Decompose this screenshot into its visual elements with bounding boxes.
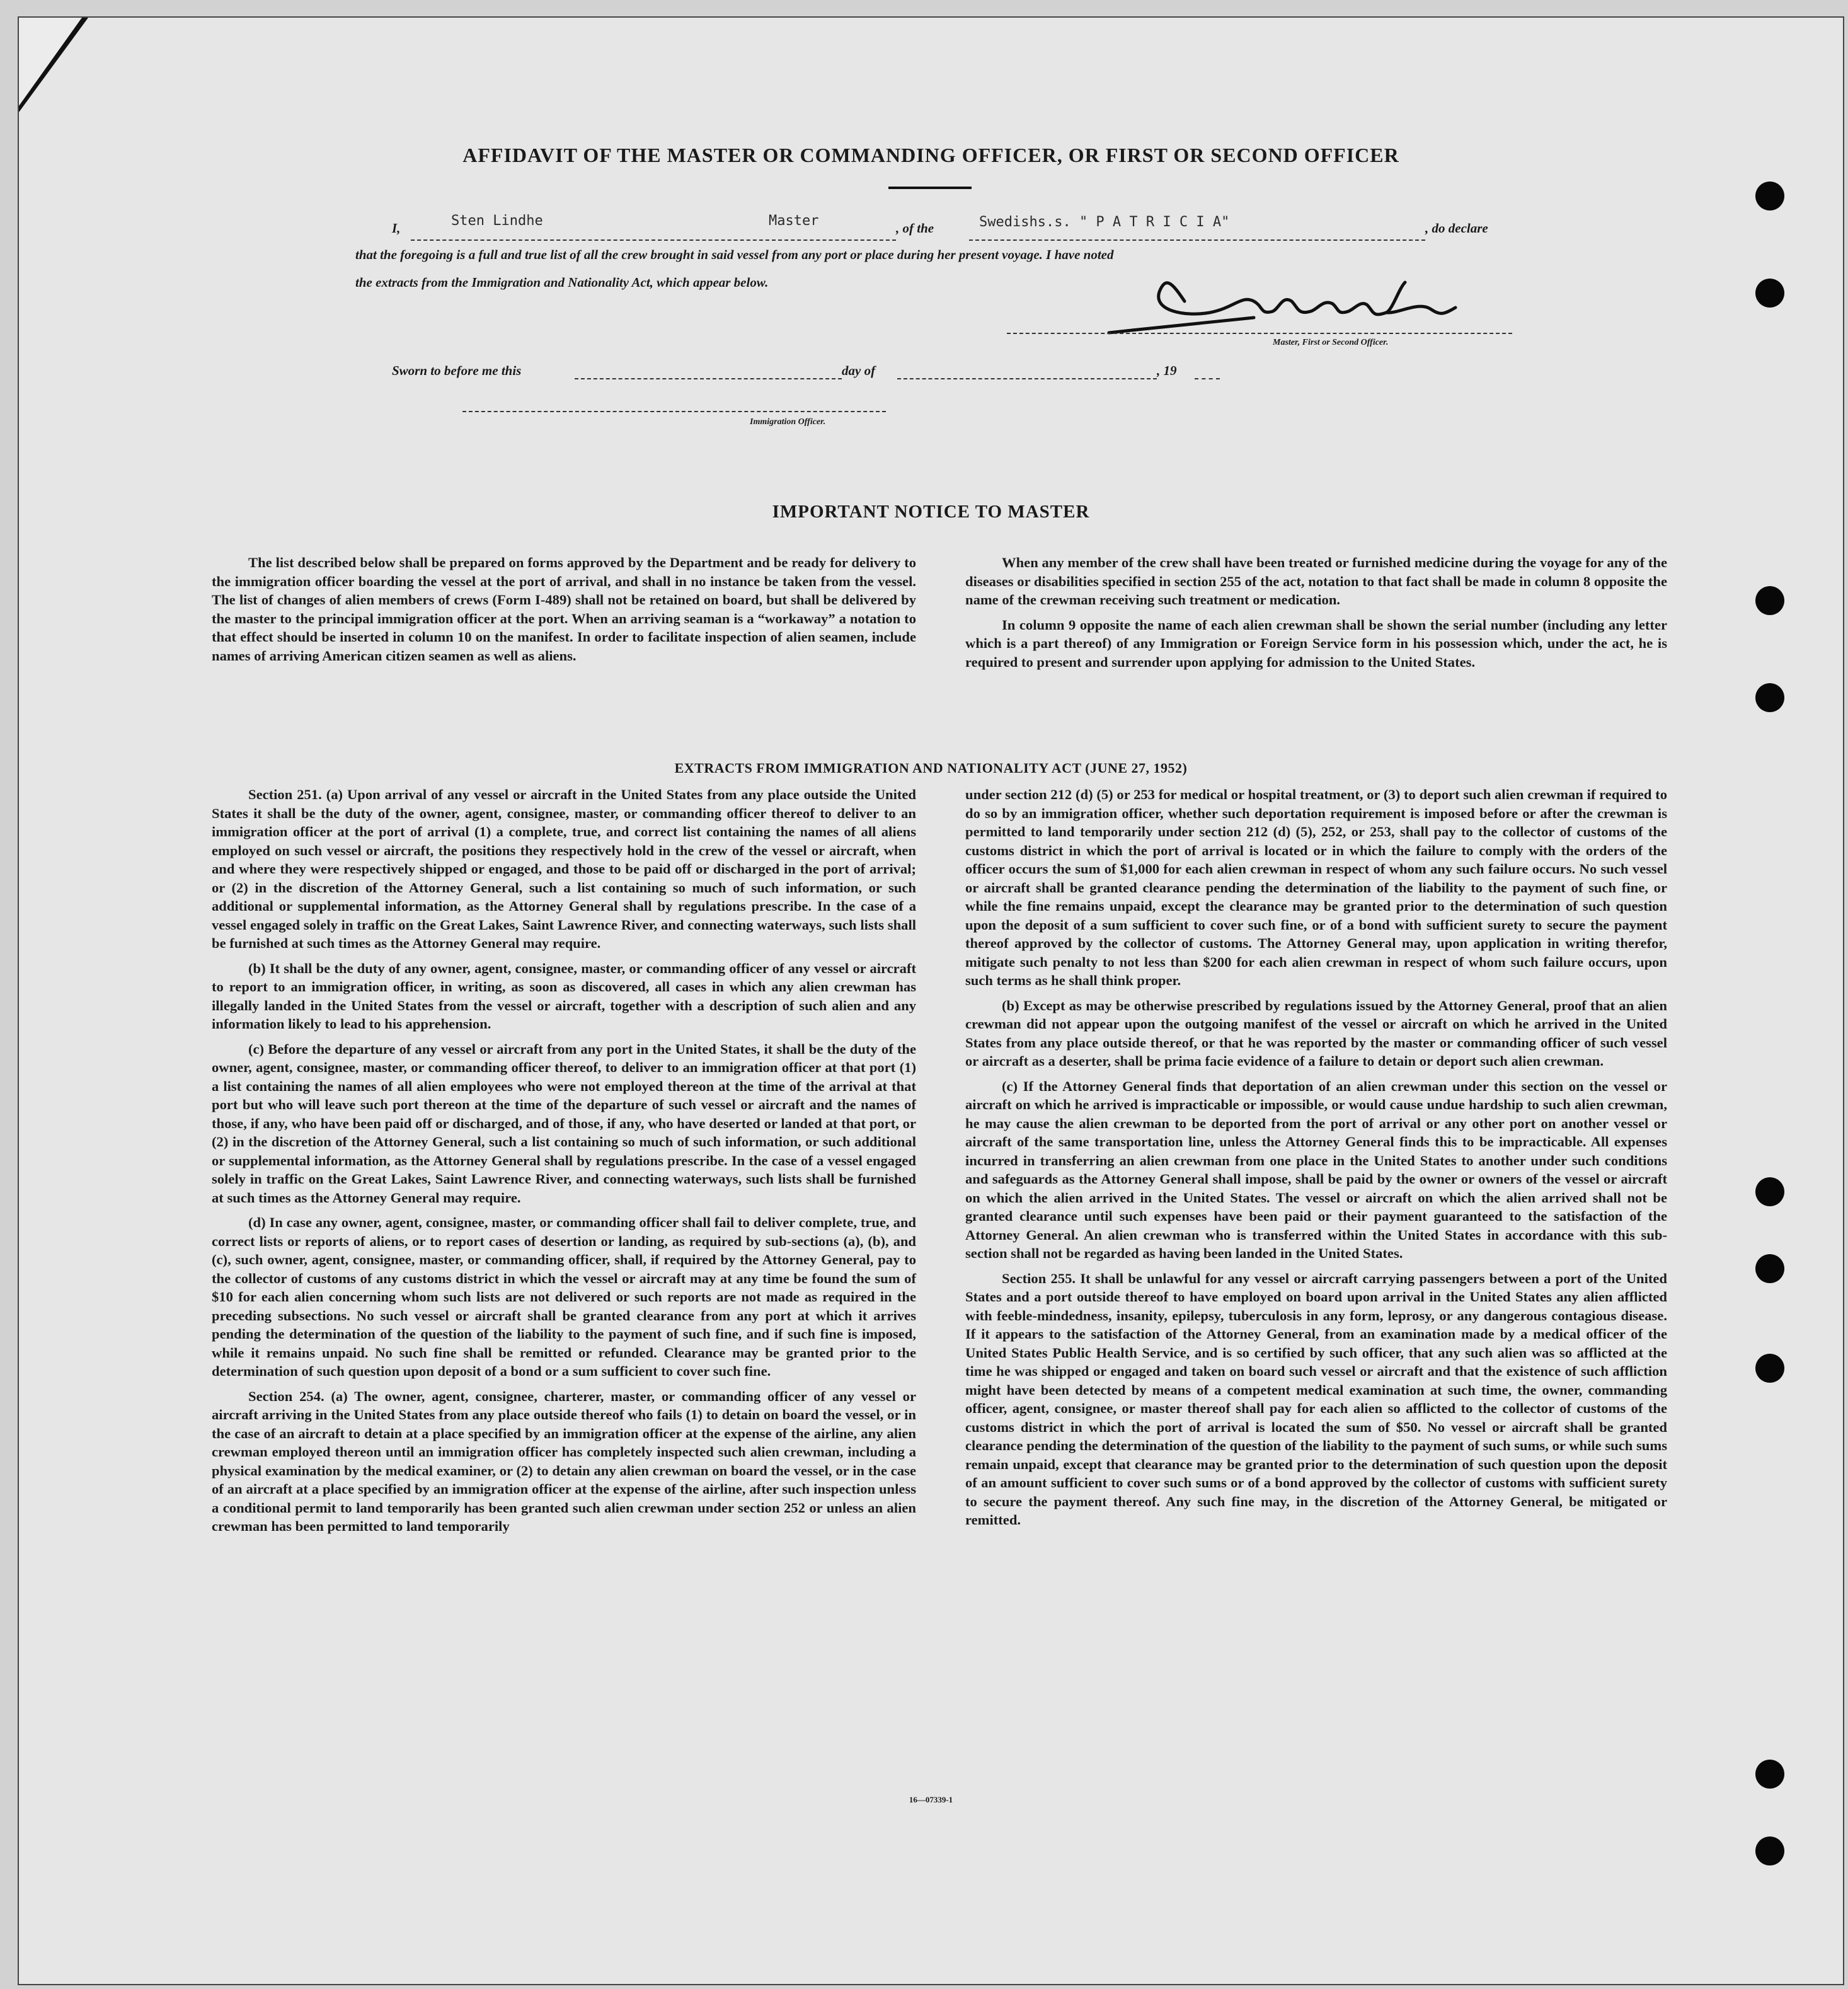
- sworn-day-line: [575, 378, 842, 379]
- extract-paragraph: (b) It shall be the duty of any owner, agent, consignee, master, or commanding officer of any vessel or aircraft to report to an immigration officer, in writing, as soon as discovered, all cases in which any alien crewman has illegally landed in the United States from the vessel or aircraft, together with a description of such alien and any information likely to lead to his apprehension.: [212, 960, 916, 1032]
- extract-paragraph: (c) If the Attorney General finds that deportation of an alien crewman under this section on the vessel or aircraft on which he arrived is impracticable or impossible, or would cause undue hardship to such alien crewman, he may cause the alien crewman to be deported from the port of arrival or any other port on another vessel or aircraft of the same transportation line, unless the Attorney General finds this to be impracticable. All expenses incurred in transferring an alien crewman from one place in the United States to another under such conditions and safeguards as the Attorney General shall impose, shall be paid by the owner or owners of the vessel or aircraft on which the alien arrived in the United States. The vessel or aircraft on which the alien arrived shall not be granted clearance until such expenses have been paid or their payment guaranteed to the satisfaction of the Attorney General. An alien crewman who is transferred within the United States in accordance with this sub-section shall not be regarded as having been landed in the United States.: [965, 1078, 1667, 1261]
- binder-hole: [1755, 1177, 1784, 1206]
- extracts-right-column: [965, 785, 1667, 1536]
- binder-hole: [1755, 279, 1784, 308]
- binder-hole: [1755, 586, 1784, 615]
- notice-title: IMPORTANT NOTICE TO MASTER: [772, 502, 1090, 522]
- name-line: [411, 239, 896, 241]
- extract-paragraph: Section 254. (a) The owner, agent, consignee, charterer, master, or commanding officer of any vessel or aircraft arriving in the United States from any place outside thereof who fails (1) to detain on board the vessel, or in the case of an aircraft to detain at a place specified by an immigration officer at the expense of the airline, any alien crewman employed thereon until an immigration officer has completely inspected such alien crewman, including a physical examination by the medical examiner, or (2) to detain any alien crewman on board the vessel, or in the case of an aircraft at a place specified by an immigration officer at the expense of the airline, after such inspection unless a conditional permit to land temporarily has been granted such alien crewman under section 252 or unless an alien crewman has been permitted to land temporarily: [212, 1388, 916, 1534]
- notice-left-paragraph: The list described below shall be prepared on forms approved by the Department and be ready for delivery to the immigration officer boarding the vessel at the port of arrival, and shall in no instance be taken from the vessel. The list of changes of alien members of crews (Form I-489) shall not be retained on board, but shall be delivered by the master to the principal immigration officer at the port. When an arriving seaman is a “workaway” a notation to that effect should be inserted in column 10 on the manifest. In order to facilitate inspection of alien seamen, include names of arriving American citizen seamen as well as aliens.: [212, 555, 916, 664]
- form-number: 16—07339-1: [909, 1795, 953, 1804]
- extract-paragraph: (b) Except as may be otherwise prescribed by regulations issued by the Attorney General, proof that an alien crewman did not appear upon the outgoing manifest of the vessel or aircraft on which he arrived in the United States from any place outside thereof, or that he was reported by the master or commanding officer of such vessel or aircraft as a deserter, shall be prima facie evidence of a failure to detain or deport such alien crewman.: [965, 997, 1667, 1069]
- affidavit-line-2: that the foregoing is a full and true list of all the crew brought in said vessel from any port or place during her present voyage. I have noted: [355, 247, 1114, 262]
- binder-hole: [1755, 1354, 1784, 1383]
- title-rule: [888, 187, 972, 189]
- extract-paragraph: Section 251. (a) Upon arrival of any vessel or aircraft in the United States from any place outside the United States it shall be the duty of the owner, agent, consignee, master, or commanding officer thereof to deliver to an immigration officer at the port of arrival (1) a complete, true, and correct list containing the names of all aliens employed on such vessel or aircraft, the positions they respectively hold in the crew of the vessel or aircraft, when and where they were respectively shipped or engaged, and those to be paid off or discharged in the port of arrival; or (2) in the discretion of the Attorney General, such a list containing so much of such information, or such additional or supplemental information, as the Attorney General shall by regulations prescribe. In the case of a vessel engaged solely in traffic on the Great Lakes, Saint Lawrence River, and connecting waterways, such lists shall be furnished at such times as the Attorney General may require.: [212, 787, 916, 951]
- extract-paragraph: Section 255. It shall be unlawful for any vessel or aircraft carrying passengers between a port of the United States and a port outside thereof to have employed on board upon arrival in the United States any alien afflicted with feeble-mindedness, insanity, epilepsy, tuberculosis in any form, leprosy, or any dangerous contagious disease. If it appears to the satisfaction of the Attorney General, from an examination made by a medical officer of the United States Public Health Service, and is so certified by such officer, that any such alien was so afflicted at the time he was shipped or engaged and taken on board such vessel or aircraft and that the existence of such affliction might have been detected by means of a competent medical examination at such time, the owner, commanding officer, agent, consignee, or master thereof shall pay for each alien so afflicted to the collector of customs of the customs district in which the port of arrival is located the sum of $50. No vessel or aircraft shall be granted clearance pending the determination of the question of the liability to the payment of such sums, or while such sums remain unpaid, except that clearance may be granted prior to the determination of such question upon the deposit of an amount sufficient to cover such sums or of a bond approved by the collector of customs with sufficient surety to secure the payment thereof. Any such fine may, in the discretion of the Attorney General, be mitigated or remitted.: [965, 1270, 1667, 1528]
- binder-hole: [1755, 182, 1784, 210]
- binder-hole: [1755, 683, 1784, 712]
- of-the-label: , of the: [896, 221, 934, 236]
- officer-caption: Immigration Officer.: [750, 417, 826, 427]
- month-line: [897, 378, 1157, 379]
- extract-paragraph: (c) Before the departure of any vessel or aircraft from any port in the United States, it shall be the duty of the owner, agent, consignee, master, or commanding officer thereof, to deliver to an immigration officer at that port (1) a list containing the names of all alien employees who were not employed thereon at the time of the arrival at that port but who will leave such port thereon at the time of the departure of such vessel or aircraft and the names of those, if any, who have been paid off or discharged, and of those, if any, who have deserted or landed at that port, or (2) in the discretion of the Attorney General, such a list containing so much of such information, or such additional or supplemental information, as the Attorney General shall by regulations prescribe. In the case of a vessel engaged solely in traffic on the Great Lakes, Saint Lawrence River, and connecting waterways, such lists shall be furnished at such times as the Attorney General may require.: [212, 1041, 916, 1206]
- notice-left-column: [212, 553, 916, 671]
- binder-hole: [1755, 1254, 1784, 1283]
- do-declare-label: , do declare: [1425, 221, 1488, 236]
- rank-value: Master: [769, 213, 819, 229]
- vessel-value: Swedishs.s. " P A T R I C I A": [979, 214, 1230, 230]
- binder-hole: [1755, 1760, 1784, 1789]
- notice-right-paragraph-2: In column 9 opposite the name of each alien crewman shall be shown the serial number (including any letter which is a part thereof) of any Immigration or Foreign Service form in his possession which, under the act, he is required to present and surrender upon applying for admission to the United States.: [965, 616, 1667, 670]
- notice-right-column: [965, 553, 1667, 677]
- signer-caption: Master, First or Second Officer.: [1273, 338, 1389, 347]
- document-page: [18, 16, 1844, 1985]
- notice-right-paragraph-1: When any member of the crew shall have been treated or furnished medicine during the voyage for any of the diseases or disabilities specified in section 255 of the act, notation to that fact shall be made in column 8 opposite the name of the crewman receiving such treatment or medication.: [965, 555, 1667, 608]
- extract-paragraph: under section 212 (d) (5) or 253 for medical or hospital treatment, or (3) to deport such alien crewman if required to do so by an immigration officer, whether such deportation requirement is imposed before or after the crewman is permitted to land temporarily under section 212 (d) (5), 252, or 253, shall pay to the collector of customs of the customs district in which the port of arrival is located or in which the failure to comply with the orders of the officer occurs the sum of $1,000 for each alien crewman in respect of whom any such failure occurs. No such vessel or aircraft shall be granted clearance pending the determination of the liability to the payment of such fine, or while the fine remains unpaid, except the clearance may be granted prior to the determination of such question upon the deposit of a sum sufficient to cover such fine, or of a bond with sufficient surety to secure the payment thereof approved by the collector of customs. The Attorney General may, upon application in writing therefor, mitigate such penalty to not less than $200 for each alien crewman in respect of whom such failure occurs, upon such terms as he shall think proper.: [965, 787, 1667, 988]
- officer-line: [462, 411, 886, 412]
- day-of-label: day of: [842, 363, 876, 378]
- year-label: , 19: [1157, 363, 1177, 378]
- name-value: Sten Lindhe: [451, 213, 543, 229]
- extracts-title: EXTRACTS FROM IMMIGRATION AND NATIONALITY ACT (JUNE 27, 1952): [674, 760, 1188, 776]
- extract-paragraph: (d) In case any owner, agent, consignee, master, or commanding officer shall fail to deliver complete, true, and correct lists or reports of aliens, or to report cases of desertion or landing, as required by sub-sections (a), (b), and (c), such owner, agent, consignee, master, or commanding officer, shall, if required by the Attorney General, pay to the collector of customs of any customs district in which the vessel or aircraft may at any time be found the sum of $10 for each alien concerning whom such lists are not delivered or such reports are not made as required in the preceding subsections. No such vessel or aircraft shall be granted clearance from any port at which it arrives pending the determination of the question of the liability to the payment of such fine, and if such fine is imposed, while it remains unpaid. No such fine shall be remitted or refunded. Clearance may be granted prior to the determination of such question upon deposit of a bond or a sum sufficient to cover such fine.: [212, 1214, 916, 1379]
- year-line: [1195, 378, 1220, 379]
- sworn-label: Sworn to before me this: [392, 363, 522, 378]
- signature-line: [1007, 333, 1512, 334]
- extracts-left-column: [212, 785, 916, 1542]
- master-signature: [1090, 257, 1506, 339]
- i-label: I,: [392, 221, 401, 236]
- affidavit-title: AFFIDAVIT OF THE MASTER OR COMMANDING OFFICER, OR FIRST OR SECOND OFFICER: [462, 144, 1399, 166]
- affidavit-line-3: the extracts from the Immigration and Nationality Act, which appear below.: [355, 275, 769, 290]
- vessel-line: [969, 239, 1425, 241]
- binder-hole: [1755, 1836, 1784, 1865]
